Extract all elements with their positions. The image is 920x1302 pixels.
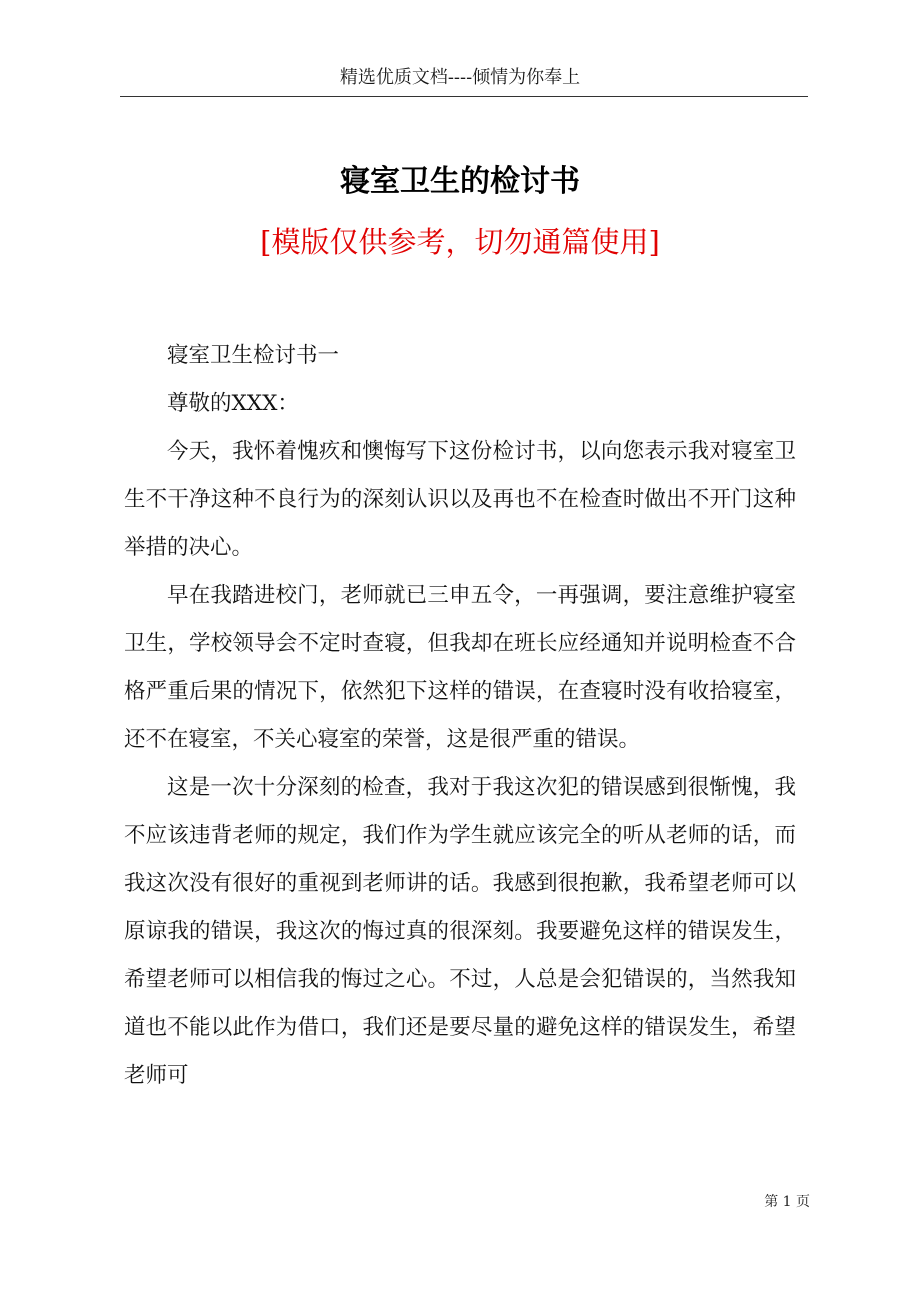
document-body [124, 332, 796, 1100]
page-header: 精选优质文档----倾情为你奉上 [339, 67, 581, 88]
page-number: 第 1 页 [764, 1194, 810, 1210]
paragraph: 早在我踏进校门，老师就已三申五令，一再强调，要注意维护寝室卫生，学校领导会不定时查寝，但我却在班长应经通知并说明检查不合格严重后果的情况下，依然犯下这样的错误，在查寝时没有收拾寝室，还不在寝室，不关心寝室的荣誉，这是很严重的错误。 [124, 583, 796, 752]
document-subtitle: [模版仅供参考，切勿通篇使用] [260, 225, 660, 259]
header-divider [120, 96, 808, 97]
paragraph: 这是一次十分深刻的检查，我对于我这次犯的错误感到很惭愧，我不应该违背老师的规定，我们作为学生就应该完全的听从老师的话，而我这次没有很好的重视到老师讲的话。我感到很抱歉，我希望老师可以原谅我的错误，我这次的悔过真的很深刻。我要避免这样的错误发生，希望老师可以相信我的悔过之心。不过，人总是会犯错误的，当然我知道也不能以此作为借口，我们还是要尽量的避免这样的错误发生，希望老师可 [124, 775, 796, 1088]
paragraph-salutation: 尊敬的XXX： [167, 391, 299, 416]
document-title: 寝室卫生的检讨书 [340, 164, 580, 199]
paragraph-heading: 寝室卫生检讨书一 [167, 343, 340, 368]
paragraph: 今天，我怀着愧疚和懊悔写下这份检讨书，以向您表示我对寝室卫生不干净这种不良行为的深刻认识以及再也不在检查时做出不开门这种举措的决心。 [124, 439, 796, 560]
